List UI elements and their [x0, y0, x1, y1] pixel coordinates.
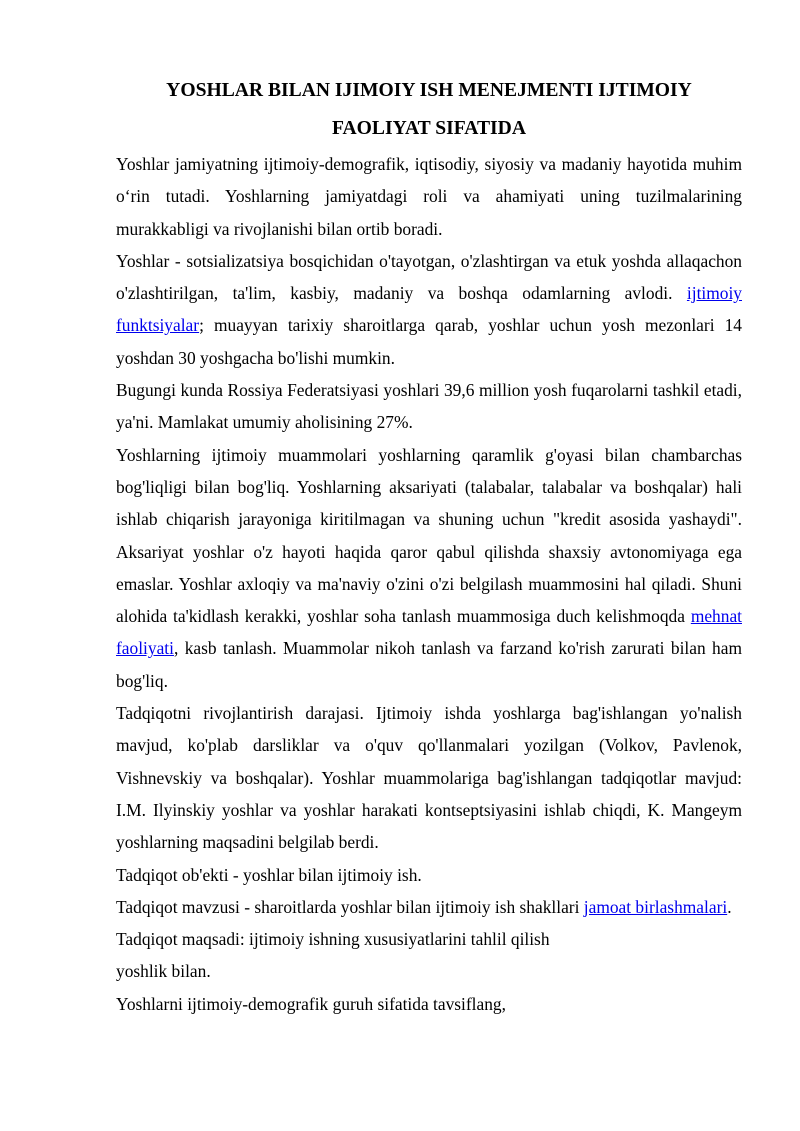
paragraph-text: Yoshlar - sotsializatsiya bosqichidan o'tayotgan, o'zlashtirgan va etuk yoshda allaqachon o'zlashtirilgan, ta'lim, kasbiy, madaniy va boshqa odamlarning avlodi. — [116, 250, 742, 304]
document-page — [116, 72, 742, 1020]
paragraph-statistics: Bugungi kunda Rossiya Federatsiyasi yoshlari 39,6 million yosh fuqarolarni tashkil etadi, ya'ni. Mamlakat umumiy aholisining 27%. — [116, 380, 742, 433]
link-social-functions[interactable]: ijtimoiy funktsiyalar — [116, 283, 742, 336]
title-line-2: FAOLIYAT SIFATIDA — [332, 118, 526, 139]
paragraph-research-goal: Tadqiqot maqsadi: ijtimoiy ishning xususiyatlarini tahlil qilish — [116, 929, 550, 950]
paragraph-text: Tadqiqot mavzusi - sharoitlarda yoshlar bilan ijtimoiy ish shakllari — [116, 896, 584, 917]
link-public-associations[interactable]: jamoat birlashmalari — [583, 896, 728, 917]
paragraph-text: Yoshlarning ijtimoiy muammolari yoshlarning qaramlik g'oyasi bilan chambarchas bog'liqligi bilan bog'liq. Yoshlarning aksariyati (talabalar, talabalar va boshqalar) hali ishlab chiqarish jarayoniga kiritilmagan va shuning uchun "kredit asosida yashaydi". Aksariyat yoshlar o'z hayoti haqida qaror qabul qilishda shaxsiy avtonomiyaga ega emaslar. Yoshlar axloqiy va ma'naviy o'zini o'zi belgilash muammosini hal qiladi. Shuni alohida ta'kidlash kerakki, yoshlar soha tanlash muammosiga duch kelishmoqda — [116, 444, 742, 627]
paragraph-research-subject — [116, 891, 742, 923]
paragraph-research-goal-cont: yoshlik bilan. — [116, 961, 211, 982]
paragraph-social-problems — [116, 439, 742, 697]
paragraph-research-level: Tadqiqotni rivojlantirish darajasi. Ijtimoiy ishda yoshlarga bag'ishlangan yo'nalish mavjud, ko'plab darsliklar va o'quv qo'llanmalari yozilgan (Volkov, Pavlenok, Vishnevskiy va boshqalar). Yoshlar muammolariga bag'ishlangan tadqiqotlar mavjud: I.M. Ilyinskiy yoshlar va yoshlar harakati kontseptsiyasini ishlab chiqdi, K. Mangeym yoshlarning maqsadini belgilab berdi. — [116, 703, 742, 853]
paragraph-intro: Yoshlar jamiyatning ijtimoiy-demografik, iqtisodiy, siyosiy va madaniy hayotida muhim o‘rin tutadi. Yoshlarning jamiyatdagi roli va ahamiyati uning tuzilmalarining murakkabligi va rivojlanishi bilan ortib boradi. — [116, 154, 742, 239]
paragraph-text: , kasb tanlash. Muammolar nikoh tanlash va farzand ko'rish zarurati bilan ham bog'liq. — [116, 638, 742, 691]
document-title — [116, 72, 742, 148]
paragraph-task: Yoshlarni ijtimoiy-demografik guruh sifatida tavsiflang, — [116, 993, 506, 1014]
paragraph-youth-definition — [116, 245, 742, 374]
link-labor-activity[interactable]: mehnat faoliyati — [116, 606, 742, 659]
paragraph-text: . — [727, 896, 732, 917]
title-line-1: YOSHLAR BILAN IJIMOIY ISH MENEJMENTI IJTIMOIY — [166, 80, 692, 101]
paragraph-research-object: Tadqiqot ob'ekti - yoshlar bilan ijtimoiy ish. — [116, 864, 422, 885]
paragraph-text: ; muayyan tarixiy sharoitlarga qarab, yoshlar uchun yosh mezonlari 14 yoshdan 30 yoshgacha bo'lishi mumkin. — [116, 315, 742, 368]
